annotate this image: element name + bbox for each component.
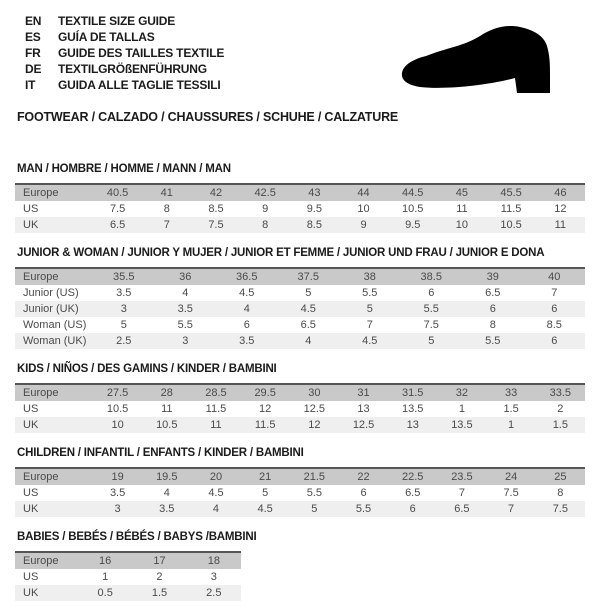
size-value: 11 [210, 419, 222, 431]
size-value: 8.5 [306, 219, 322, 231]
size-value: 4 [305, 335, 312, 347]
size-value: 5 [366, 303, 373, 315]
size-value: 8.5 [546, 319, 562, 331]
size-value: 16 [99, 555, 112, 567]
size-section [15, 364, 585, 433]
size-value: 17 [153, 555, 166, 567]
size-value: 24 [504, 471, 518, 483]
size-value: 7.5 [208, 219, 224, 231]
size-value: 10.5 [156, 419, 178, 431]
row-label: Junior (UK) [23, 303, 79, 315]
size-value: 8.5 [208, 203, 224, 215]
table-row [15, 217, 585, 233]
language-label: GUIDE DES TAILLES TEXTILE [58, 46, 225, 60]
category-title: FOOTWEAR / CALZADO / CHAUSSURES / SCHUHE / CALZATURE [17, 110, 399, 124]
table-row [15, 468, 585, 485]
size-value: 5.5 [177, 319, 193, 331]
size-value: 6 [409, 503, 416, 515]
size-value: 10 [111, 419, 124, 431]
table-row [15, 552, 241, 569]
size-section [15, 448, 585, 517]
size-value: 3 [114, 503, 121, 515]
size-value: 10 [455, 219, 469, 231]
size-value: 40.5 [106, 187, 129, 199]
table-row [15, 184, 585, 201]
size-table [15, 267, 585, 349]
size-value: 10.5 [402, 203, 424, 215]
size-value: 45.5 [500, 187, 522, 199]
size-value: 4.5 [300, 303, 316, 315]
size-value: 2.5 [116, 335, 132, 347]
size-value: 4.5 [239, 287, 255, 299]
size-value: 46 [554, 187, 567, 199]
size-value: 9.5 [306, 203, 322, 215]
row-label: Woman (US) [23, 319, 87, 331]
size-value: 2.5 [206, 587, 222, 599]
language-row [25, 45, 224, 61]
size-value: 7 [551, 287, 558, 299]
size-value: 13 [357, 403, 370, 415]
size-value: 4 [182, 287, 189, 299]
table-row [15, 333, 585, 349]
row-label: US [23, 487, 39, 499]
size-value: 9 [262, 203, 269, 215]
language-code: FR [25, 46, 41, 60]
size-value: 41 [160, 187, 173, 199]
size-value: 44.5 [402, 187, 424, 199]
table-row [15, 317, 585, 333]
size-value: 7 [458, 487, 465, 499]
size-value: 43 [308, 187, 321, 199]
row-label: Europe [23, 555, 59, 567]
size-value: 3.5 [109, 487, 126, 499]
size-value: 6 [551, 335, 558, 347]
size-value: 9.5 [405, 219, 421, 231]
size-value: 3.5 [116, 287, 132, 299]
size-value: 1.5 [552, 419, 568, 431]
size-value: 4 [212, 503, 220, 515]
size-value: 1.5 [151, 587, 168, 599]
size-value: 11 [161, 403, 173, 415]
size-value: 3 [120, 303, 127, 315]
size-table [15, 183, 585, 233]
size-value: 40 [548, 271, 561, 283]
size-value: 7.5 [503, 487, 519, 499]
size-value: 6.5 [454, 503, 470, 515]
table-row [15, 268, 585, 285]
size-value: 11.5 [500, 203, 522, 215]
language-row [25, 61, 224, 77]
size-value: 2 [156, 571, 163, 583]
row-label: Europe [23, 471, 59, 483]
size-value: 12.5 [303, 403, 326, 415]
size-value: 10.5 [500, 219, 522, 231]
size-value: 6 [489, 303, 496, 315]
language-label: GUÍA DE TALLAS [58, 30, 155, 44]
size-value: 33 [504, 387, 518, 399]
size-value: 19.5 [156, 471, 178, 483]
size-value: 8 [489, 319, 496, 331]
table-title: JUNIOR & WOMAN / JUNIOR Y MUJER / JUNIOR ET FEMME / JUNIOR UND FRAU / JUNIOR E DONA [17, 247, 545, 259]
table-row [15, 501, 585, 517]
size-value: 8 [163, 203, 170, 215]
size-value: 5 [120, 319, 127, 331]
language-label: TEXTILGRÖßENFÜHRUNG [58, 62, 207, 76]
size-value: 23.5 [451, 471, 473, 483]
size-value: 10.5 [106, 403, 129, 415]
size-value: 38.5 [420, 271, 442, 283]
size-section [15, 164, 585, 233]
size-value: 4.5 [208, 487, 224, 499]
shoe-icon [393, 20, 575, 100]
language-code: EN [25, 14, 42, 28]
row-label: Europe [23, 387, 59, 399]
size-value: 11 [456, 203, 468, 215]
table-title: BABIES / BEBÉS / BÉBÉS / BABYS /BAMBINI [17, 531, 257, 543]
size-value: 6 [243, 319, 250, 331]
size-value: 7.5 [109, 203, 126, 215]
size-value: 27.5 [106, 387, 129, 399]
size-value: 36.5 [236, 271, 258, 283]
size-value: 4.5 [257, 503, 273, 515]
size-value: 5.5 [306, 487, 322, 499]
size-value: 11.5 [205, 403, 227, 415]
size-table [15, 467, 585, 517]
row-label: Woman (UK) [23, 335, 87, 347]
size-value: 7 [366, 319, 373, 331]
size-value: 28.5 [205, 387, 227, 399]
size-value: 22 [357, 471, 370, 483]
size-value: 6.5 [405, 487, 421, 499]
size-value: 13.5 [451, 419, 473, 431]
row-label: UK [23, 503, 39, 515]
size-value: 11.5 [254, 419, 276, 431]
size-value: 42 [209, 187, 223, 199]
size-value: 5 [305, 287, 312, 299]
size-value: 22.5 [402, 471, 424, 483]
size-value: 5 [262, 487, 269, 499]
size-value: 6 [360, 487, 367, 499]
size-value: 6 [551, 303, 558, 315]
size-value: 6.5 [485, 287, 501, 299]
language-code: ES [25, 30, 41, 44]
language-row [25, 29, 224, 45]
size-table [15, 383, 585, 433]
size-value: 1 [508, 419, 515, 431]
size-value: 19 [111, 471, 124, 483]
size-value: 10 [357, 203, 370, 215]
row-label: Junior (US) [23, 287, 79, 299]
table-row [15, 585, 241, 601]
language-row [25, 13, 224, 29]
size-value: 20 [209, 471, 223, 483]
size-value: 7 [508, 503, 515, 515]
table-title: KIDS / NIÑOS / DES GAMINS / KINDER / BAMBINI [17, 363, 277, 375]
size-value: 6 [428, 287, 435, 299]
size-value: 3.5 [177, 303, 193, 315]
table-row [15, 417, 585, 433]
size-value: 31 [357, 387, 370, 399]
size-value: 0.5 [97, 587, 113, 599]
row-label: Europe [23, 271, 59, 283]
size-value: 4.5 [362, 335, 378, 347]
size-value: 8 [262, 219, 269, 231]
language-list [25, 13, 224, 93]
table-title: CHILDREN / INFANTIL / ENFANTS / KINDER / BAMBINI [17, 447, 304, 459]
row-label: US [23, 203, 39, 215]
size-value: 30 [308, 387, 321, 399]
size-value: 6.5 [300, 319, 316, 331]
size-value: 32 [455, 387, 469, 399]
size-value: 5 [428, 335, 435, 347]
size-value: 4 [163, 487, 170, 499]
size-section [15, 532, 585, 601]
size-value: 29.5 [254, 387, 276, 399]
size-section [15, 248, 585, 349]
size-value: 18 [207, 555, 220, 567]
size-value: 12 [308, 419, 321, 431]
size-value: 7.5 [552, 503, 568, 515]
table-row [15, 384, 585, 401]
size-value: 21 [259, 471, 272, 483]
size-value: 39 [486, 271, 499, 283]
table-row [15, 485, 585, 501]
row-label: Europe [23, 187, 59, 199]
size-value: 5.5 [423, 303, 439, 315]
size-value: 38 [363, 271, 376, 283]
table-row [15, 285, 585, 301]
language-row [25, 77, 224, 93]
table-row [15, 569, 241, 585]
language-code: DE [25, 62, 42, 76]
table-row [15, 201, 585, 217]
size-value: 1.5 [503, 403, 519, 415]
size-value: 12.5 [352, 419, 375, 431]
row-label: US [23, 403, 39, 415]
size-value: 5.5 [485, 335, 501, 347]
row-label: UK [23, 419, 39, 431]
size-value: 3.5 [239, 335, 255, 347]
size-value: 31.5 [402, 387, 424, 399]
size-value: 5.5 [355, 503, 372, 515]
size-table [15, 551, 241, 601]
size-value: 35.5 [113, 271, 135, 283]
size-value: 21.5 [303, 471, 326, 483]
size-value: 1 [102, 571, 109, 583]
row-label: US [23, 571, 39, 583]
size-value: 13 [406, 419, 419, 431]
size-value: 8 [557, 487, 564, 499]
size-value: 13.5 [402, 403, 424, 415]
size-value: 5.5 [362, 287, 378, 299]
table-row [15, 301, 585, 317]
size-value: 3 [182, 335, 189, 347]
size-value: 36 [179, 271, 192, 283]
language-label: GUIDA ALLE TAGLIE TESSILI [58, 78, 221, 92]
size-value: 37.5 [297, 271, 319, 283]
size-value: 5 [311, 503, 318, 515]
language-label: TEXTILE SIZE GUIDE [58, 14, 176, 28]
size-tables [15, 164, 585, 616]
size-value: 42.5 [254, 187, 276, 199]
table-row [15, 401, 585, 417]
size-value: 44 [357, 187, 370, 199]
size-value: 12 [259, 403, 272, 415]
size-value: 3 [210, 571, 217, 583]
size-value: 45 [455, 187, 469, 199]
row-label: UK [23, 587, 39, 599]
language-code: IT [25, 78, 36, 92]
size-value: 2 [557, 403, 564, 415]
size-value: 3.5 [159, 503, 175, 515]
size-value: 4 [243, 303, 250, 315]
size-value: 7 [163, 219, 170, 231]
size-value: 1 [458, 403, 465, 415]
size-value: 25 [554, 471, 567, 483]
size-value: 9 [360, 219, 367, 231]
size-value: 12 [554, 203, 567, 215]
size-value: 6.5 [109, 219, 126, 231]
row-label: UK [23, 219, 39, 231]
size-value: 7.5 [423, 319, 439, 331]
size-value: 28 [160, 387, 173, 399]
table-title: MAN / HOMBRE / HOMME / MANN / MAN [17, 163, 231, 175]
size-value: 33.5 [549, 387, 572, 399]
size-value: 11 [554, 219, 567, 231]
